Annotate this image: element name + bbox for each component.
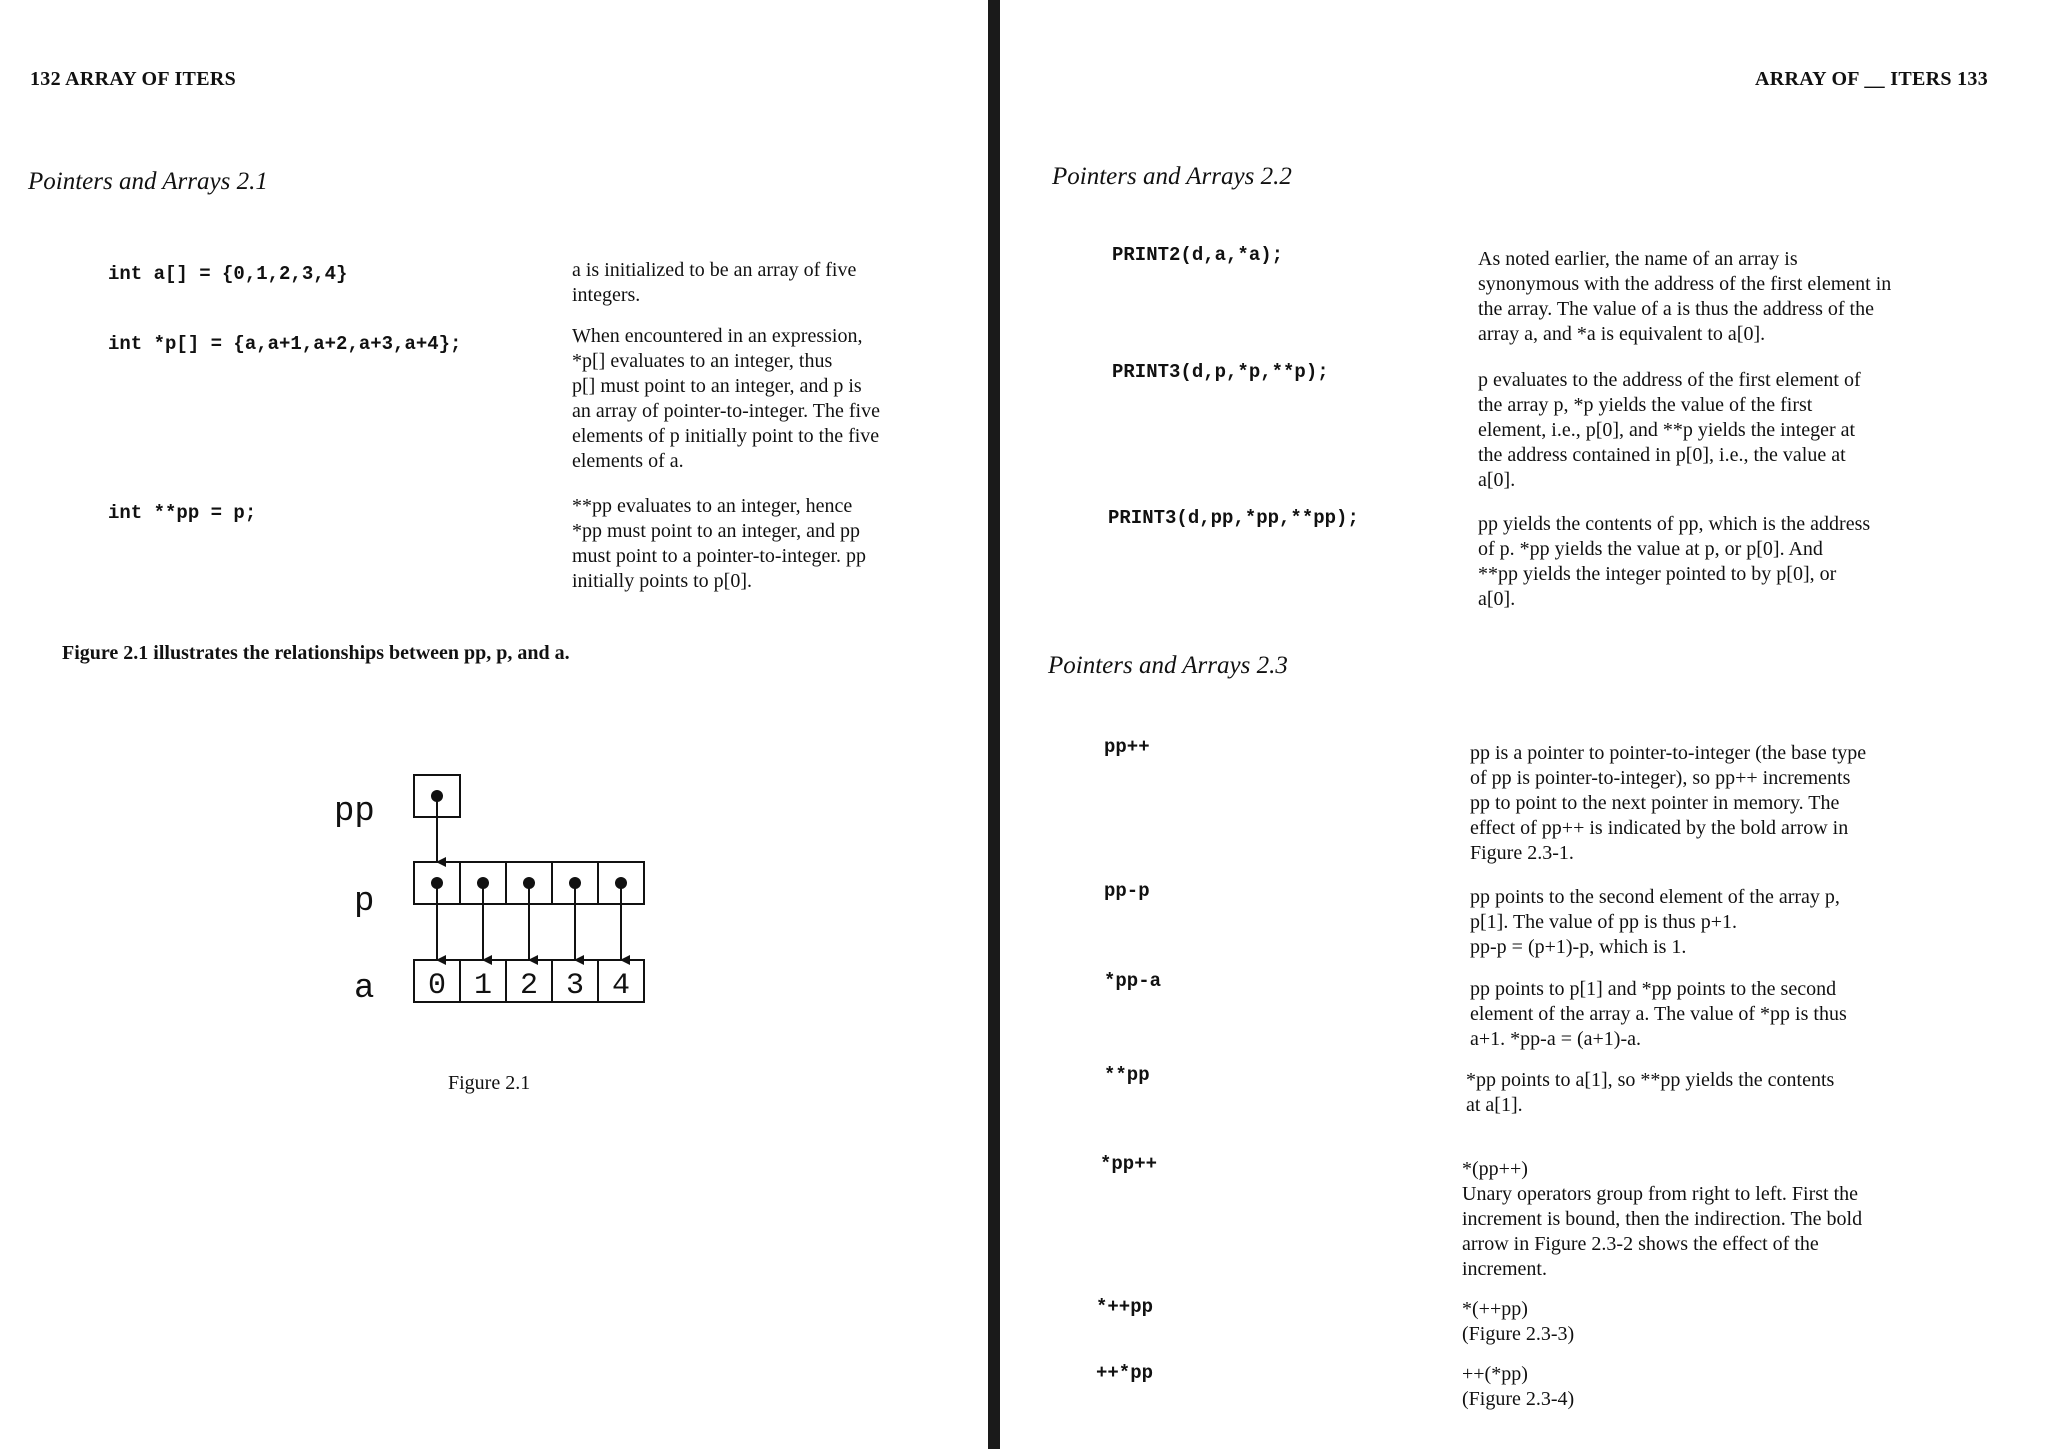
a-value: 4 [611,969,631,1003]
right-page-header: ARRAY OF __ ITERS 133 [1755,68,1988,90]
code-description: As noted earlier, the name of an array is synonymous with the address of the first element in the array. The value of a is thus the address of the array a, and *a is equivalent to a[0]. [1478,248,1892,345]
left-page-header: 132 ARRAY OF ITERS [30,68,236,90]
section-title-2-1: Pointers and Arrays 2.1 [28,168,268,195]
p-array [414,862,644,960]
figure-2-1-diagram [320,760,660,1020]
a-array [414,960,644,1003]
code-description: ++(*pp) (Figure 2.3-4) [1462,1363,1575,1410]
a-value: 1 [473,969,493,1003]
code-line: pp-p [1104,880,1150,902]
pp-label: pp [334,793,375,831]
a-value: 2 [519,969,539,1003]
code-line: ++*pp [1096,1362,1154,1384]
code-line: *++pp [1096,1296,1154,1318]
a-label: a [354,970,375,1008]
code-description: a is initialized to be an array of five integers. [572,259,857,306]
code-description: **pp evaluates to an integer, hence *pp must point to an integer, and pp must point to a pointer-to-integer. pp initially points to p[0]. [572,495,866,592]
code-line: PRINT2(d,a,*a); [1112,244,1284,266]
code-line: PRINT3(d,p,*p,**p); [1112,361,1329,383]
a-value: 0 [427,969,447,1003]
code-line: **pp [1104,1064,1150,1086]
code-description: pp yields the contents of pp, which is the address of p. *pp yields the value at p, or p[0]. And **pp yields the integer pointed to by p[0], or a[0]. [1478,513,1871,610]
code-description: pp is a pointer to pointer-to-integer (the base type of pp is pointer-to-integer), so pp++ increments pp to point to the next pointer in memory. The effect of pp++ is indicated by the bold arrow in Figure 2.3-1. [1470,742,1867,864]
code-description: *(++pp) (Figure 2.3-3) [1462,1298,1575,1345]
section-title-2-2: Pointers and Arrays 2.2 [1052,163,1292,190]
code-description: p evaluates to the address of the first element of the array p, *p yields the value of the first element, i.e., p[0], and **p yields the integer at the address contained in p[0], i.e., the value at a[0]. [1478,369,1861,491]
book-gutter [988,0,1000,1449]
code-line: int **pp = p; [108,502,257,524]
left-page [0,0,990,1449]
code-description: pp points to p[1] and *pp points to the second element of the array a. The value of *pp is thus a+1. *pp-a = (a+1)-a. [1470,978,1847,1050]
p-label: p [354,883,375,921]
code-line: *pp++ [1100,1153,1158,1175]
code-line: int *p[] = {a,a+1,a+2,a+3,a+4}; [108,333,462,355]
code-description: pp points to the second element of the array p, p[1]. The value of pp is thus p+1. pp-p = (p+1)-p, which is 1. [1470,886,1840,958]
figure-intro-text: Figure 2.1 illustrates the relationships between pp, p, and a. [62,642,570,664]
code-line: *pp-a [1104,970,1162,992]
right-page [1000,0,2048,1449]
code-line: int a[] = {0,1,2,3,4} [108,263,348,285]
a-value: 3 [565,969,585,1003]
code-description: *pp points to a[1], so **pp yields the contents at a[1]. [1466,1069,1835,1116]
code-line: pp++ [1104,736,1150,758]
code-line: PRINT3(d,pp,*pp,**pp); [1108,507,1359,529]
code-description: When encountered in an expression, *p[] evaluates to an integer, thus p[] must point to an integer, and p is an array of pointer-to-integer. The five elements of p initially point to the five elements of a. [572,325,880,472]
section-title-2-3: Pointers and Arrays 2.3 [1048,652,1288,679]
figure-caption: Figure 2.1 [448,1072,531,1094]
code-description: *(pp++) Unary operators group from right to left. First the increment is bound, then the indirection. The bold arrow in Figure 2.3-2 shows the effect of the increment. [1462,1158,1863,1280]
